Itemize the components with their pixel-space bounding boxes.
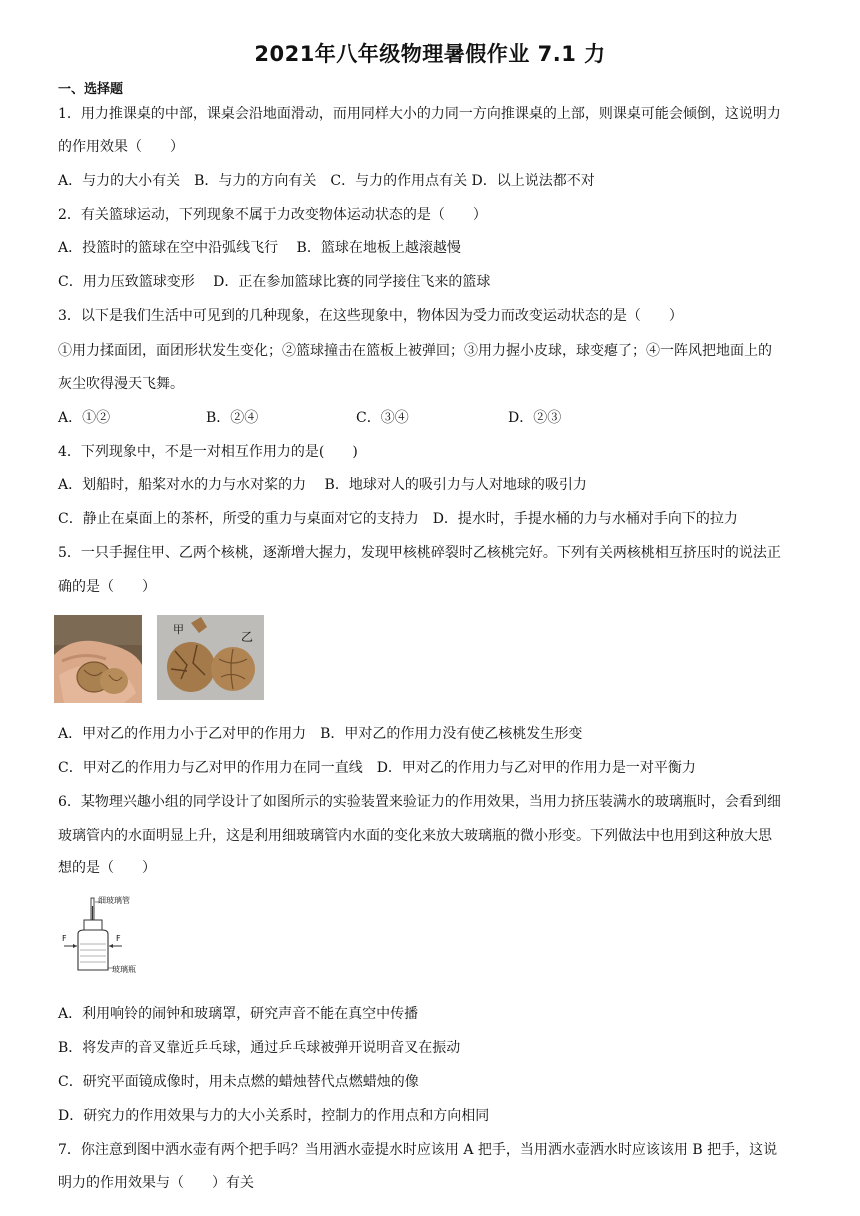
hand-holding-walnuts-photo bbox=[54, 615, 142, 703]
label-force-left: F bbox=[62, 934, 67, 943]
label-thin-tube: 细玻璃管 bbox=[98, 896, 130, 905]
label-yi: 乙 bbox=[241, 630, 254, 644]
q1-stem-line1: 1．用力推课桌的中部，课桌会沿地面滑动，而用同样大小的力同一方向推课桌的上部，则课桌可能会倾倒，这说明力 bbox=[58, 106, 781, 122]
label-force-right: F bbox=[116, 934, 121, 943]
q6-option-b: B．将发声的音叉靠近乒乓球，通过乒乓球被弹开说明音叉在振动 bbox=[58, 1040, 461, 1056]
label-jia: 甲 bbox=[173, 623, 184, 636]
q2-options-line2: C．用力压致篮球变形 D．正在参加篮球比赛的同学接住飞来的篮球 bbox=[58, 274, 491, 290]
q1-options: A．与力的大小有关 B．与力的方向有关 C．与力的作用点有关 D．以上说法都不对 bbox=[58, 173, 595, 189]
q3-option-a: A．①② bbox=[58, 410, 111, 426]
q2-options-line1: A．投篮时的篮球在空中沿弧线飞行 B．篮球在地板上越滚越慢 bbox=[58, 240, 461, 256]
q3-desc-line1: ①用力揉面团，面团形状发生变化；②篮球撞击在篮板上被弹回；③用力握小皮球，球变瘪了；④一阵风把地面上的 bbox=[58, 343, 772, 359]
section-heading: 一、选择题 bbox=[58, 82, 124, 97]
q6-stem-line3: 想的是（ ） bbox=[58, 860, 156, 876]
label-glass-bottle: 玻璃瓶 bbox=[112, 965, 136, 974]
q6-stem-line1: 6．某物理兴趣小组的同学设计了如图所示的实验装置来验证力的作用效果，当用力挤压装满水的玻璃瓶时，会看到细 bbox=[58, 794, 781, 810]
q6-option-d: D．研究力的作用效果与力的大小关系时，控制力的作用点和方向相同 bbox=[58, 1108, 490, 1124]
q3-stem: 3．以下是我们生活中可见到的几种现象，在这些现象中，物体因为受力而改变运动状态的是（ ） bbox=[58, 308, 683, 324]
q6-option-c: C．研究平面镜成像时，用未点燃的蜡烛替代点燃蜡烛的像 bbox=[58, 1074, 419, 1090]
q4-options-line1: A．划船时，船桨对水的力与水对桨的力 B．地球对人的吸引力与人对地球的吸引力 bbox=[58, 477, 587, 493]
q1-stem-line2: 的作用效果（ ） bbox=[58, 139, 184, 155]
q7-stem-line2: 明力的作用效果与（ ）有关 bbox=[58, 1175, 254, 1191]
q3-option-d: D．②③ bbox=[508, 410, 562, 426]
q2-stem: 2．有关篮球运动，下列现象不属于力改变物体运动状态的是（ ） bbox=[58, 207, 487, 223]
q5-stem-line2: 确的是（ ） bbox=[58, 579, 156, 595]
q3-options bbox=[58, 408, 830, 428]
q3-option-b: B．②④ bbox=[206, 410, 259, 426]
q4-options-line2: C．静止在桌面上的茶杯，所受的重力与桌面对它的支持力 D．提水时，手提水桶的力与水桶对手向下的拉力 bbox=[58, 511, 738, 527]
q6-option-a: A．利用响铃的闹钟和玻璃罩，研究声音不能在真空中传播 bbox=[58, 1006, 419, 1022]
bottle-tube-diagram bbox=[56, 896, 146, 976]
q4-stem: 4．下列现象中，不是一对相互作用力的是( ) bbox=[58, 444, 358, 460]
q3-option-c: C．③④ bbox=[356, 410, 409, 426]
q7-stem-line1: 7．你注意到图中洒水壶有两个把手吗？当用洒水壶提水时应该用 A 把手，当用洒水壶洒水时应该该用 B 把手，这说 bbox=[58, 1142, 778, 1158]
q3-desc-line2: 灰尘吹得漫天飞舞。 bbox=[58, 376, 184, 392]
walnuts-photo bbox=[157, 615, 264, 700]
q6-stem-line2: 玻璃管内的水面明显上升，这是利用细玻璃管内水面的变化来放大玻璃瓶的微小形变。下列做法中也用到这种放大思 bbox=[58, 828, 772, 844]
page-title: 2021年八年级物理暑假作业 7.1 力 bbox=[254, 42, 606, 66]
q5-options-line1: A．甲对乙的作用力小于乙对甲的作用力 B．甲对乙的作用力没有使乙核桃发生形变 bbox=[58, 726, 583, 742]
q5-options-line2: C．甲对乙的作用力与乙对甲的作用力在同一直线 D．甲对乙的作用力与乙对甲的作用力是一对平衡力 bbox=[58, 760, 696, 776]
q5-stem-line1: 5．一只手握住甲、乙两个核桃，逐渐增大握力，发现甲核桃碎裂时乙核桃完好。下列有关两核桃相互挤压时的说法正 bbox=[58, 545, 781, 561]
